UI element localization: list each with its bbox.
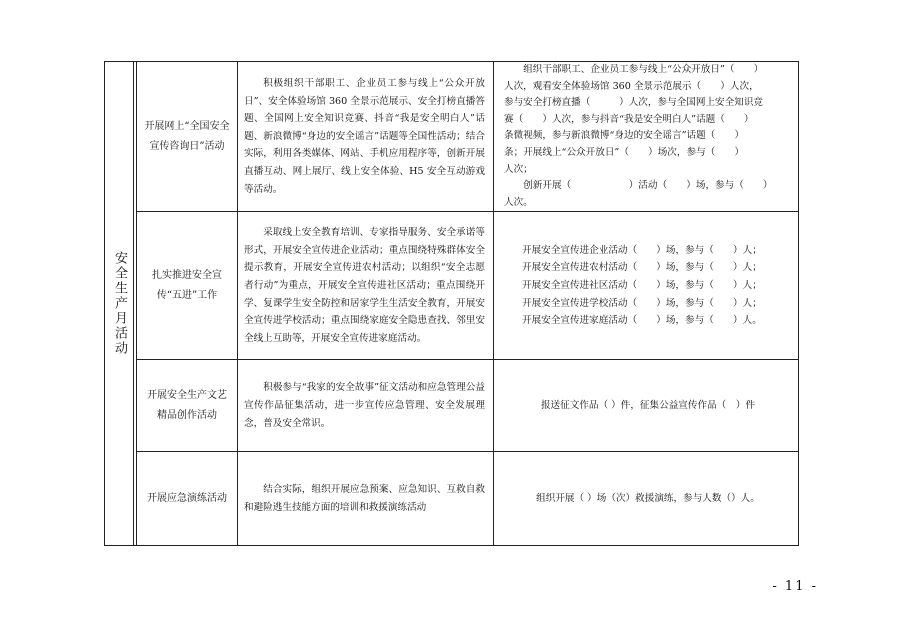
table-row (105, 360, 799, 452)
category-label: 安全生产月活动 (112, 251, 127, 357)
stat-line: 报送征文作品（ ）件，征集公益宣传作品（ ）件 (540, 399, 756, 411)
stat-line: 赛（ ）人次，参与抖音“我是安全明白人”话题（ ） (504, 113, 754, 125)
stat-line: 开展安全宣传进社区活动（ ）场，参与（ ）人； (522, 280, 762, 292)
stat-line: 组织开展（ ）场（次）救援演练，参与人数（）人。 (536, 492, 760, 504)
activity-name: 扎实推进安全宣传“五进”工作 (152, 269, 222, 301)
category-cell (105, 62, 134, 546)
activity-stats-cell (494, 212, 799, 360)
activity-description: 结合实际，组织开展应急预案、应急知识、互救自救和避险逃生技能方面的培训和救援演练活动 (244, 484, 485, 513)
stat-list (504, 242, 792, 330)
stat-line: 组织干部职工、企业员工参与线上“公众开放日”（ ） (523, 64, 764, 75)
activity-stats-cell (494, 62, 799, 212)
activity-stats-cell (494, 452, 799, 546)
stat-line: 人次； (504, 163, 533, 175)
activity-stats-cell (494, 360, 799, 452)
stat-line: 开展安全宣传进企业活动（ ）场，参与（ ）人； (522, 244, 762, 256)
activity-description: 采取线上安全教育培训、专家指导服务、安全承诺等形式，开展安全宣传进企业活动；重点围绕特殊群体安全提示教育，开展安全宣传进农村活动；以组织“安全志愿者行动”为重点，开展安全宣传进社区活动；重点围绕开学、复课学生安全防控和居家学生生活安全教育，开展安全宣传进学校活动；重点围绕家庭安全隐患查找、邻里安全线上互助等，开展安全宣传进家庭活动。 (244, 227, 485, 344)
stat-line: 人次。 (504, 196, 533, 208)
activity-description-cell (238, 212, 494, 360)
stat-line: 创新开展（ ）活动（ ）场，参与（ ） (523, 180, 773, 192)
activity-description-cell (238, 452, 494, 546)
activity-description: 积极参与“我家的安全故事”征文活动和应急管理公益宣传作品征集活动，进一步宣传应急管理、安全发展理念，普及安全常识。 (244, 382, 485, 429)
stat-line: 开展安全宣传进家庭活动（ ）场，参与（ ）人。 (522, 315, 762, 327)
stat-line: 条；开展线上“公众开放日”（ ）场次，参与（ ） (504, 146, 745, 158)
activity-name-cell (137, 360, 238, 452)
activity-name: 开展安全生产文艺精品创作活动 (147, 389, 227, 421)
activity-name-cell (137, 62, 238, 212)
stat-line: 开展安全宣传进学校活动（ ）场，参与（ ）人； (522, 297, 762, 309)
activity-description: 积极组织干部职工、企业员工参与线上“公众开放日”、安全体验场馆 360 全景示范展示、安全打榜直播答题、全国网上安全知识竞赛、抖音“我是安全明白人”话题、新浪微博“身边的安全谣言”话题等全国性活动；结合实际，利用各类媒体、网站、手机应用程序等，创新开展直播互动、网上展厅、线上安全体验、H5 安全互动游戏等活动。 (244, 78, 485, 195)
stat-line: 人次，观看安全体验场馆 360 全景示范展示（ ）人次， (504, 80, 759, 92)
activity-name-cell (137, 452, 238, 546)
activity-description-cell (238, 360, 494, 452)
table-row (105, 212, 799, 360)
stat-line: 条微视频，参与新浪微博“身边的安全谣言”话题（ ） (504, 130, 745, 142)
stat-line: 参与安全打榜直播（ ）人次，参与全国网上安全知识竞 (504, 97, 764, 109)
activity-description-cell (238, 62, 494, 212)
activity-name: 开展网上“全国安全宣传咨询日”活动 (144, 120, 230, 152)
page-number: - 11 - (772, 579, 818, 594)
table-row (105, 62, 799, 212)
activity-name: 开展应急演练活动 (147, 492, 227, 504)
activity-table (104, 61, 799, 546)
table-row (105, 452, 799, 546)
stat-line: 开展安全宣传进农村活动（ ）场，参与（ ）人； (522, 262, 762, 274)
activity-name-cell (137, 212, 238, 360)
